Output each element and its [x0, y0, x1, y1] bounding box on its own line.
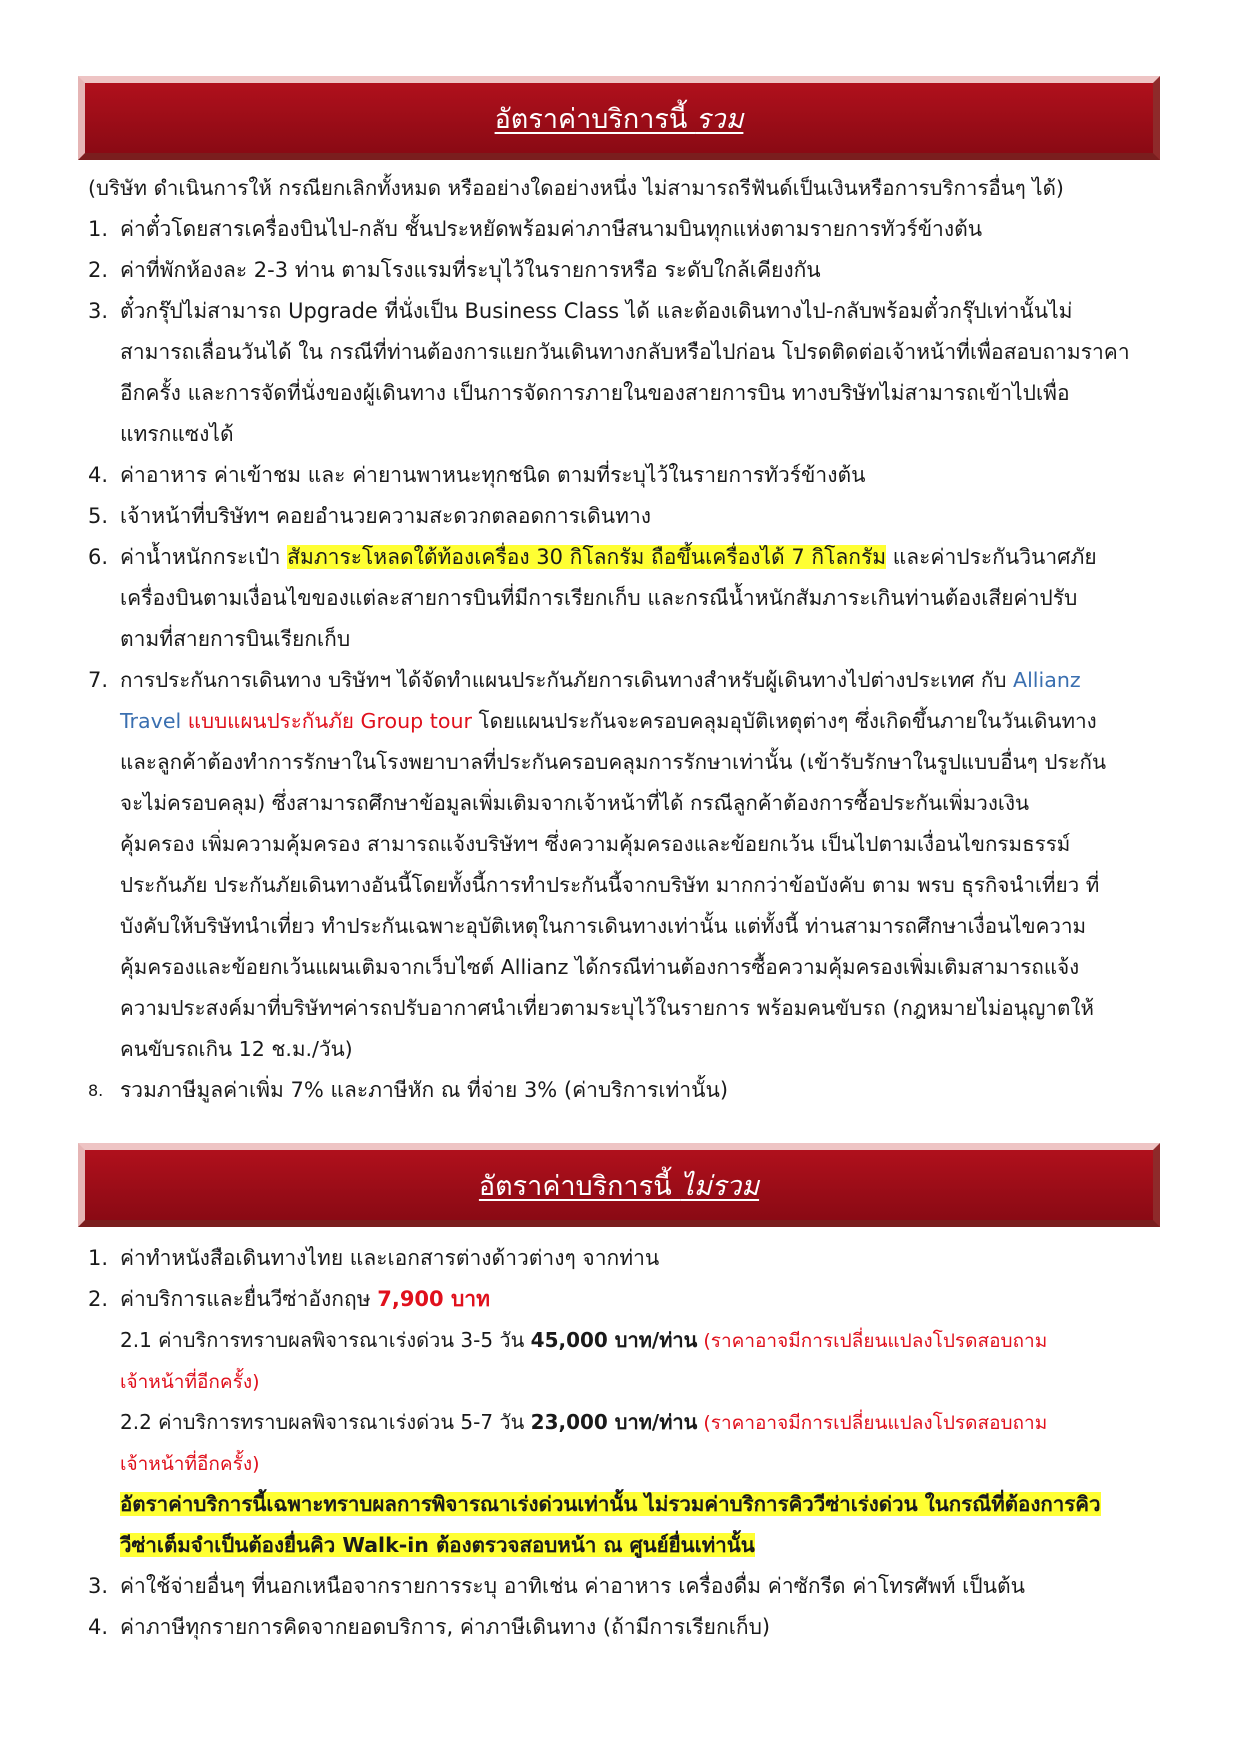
- item6-post: และค่าประกันวินาศภัย: [886, 545, 1097, 569]
- item7-line: บังคับให้บริษัทนำเที่ยว ทำประกันเฉพาะอุบัติเหตุในการเดินทางเท่านั้น แต่ทั้งนี้ ท่านสามารถศึกษาเงื่อนไขความ: [120, 914, 1087, 938]
- visa-notice: อัตราค่าบริการนี้เฉพาะทราบผลการพิจารณาเร่งด่วนเท่านั้น ไม่รวมค่าบริการคิววีซ่าเร่งด่วน ในกรณีที่ต้องการคิว: [120, 1492, 1101, 1516]
- item-number: 3.: [88, 299, 109, 323]
- item6-line: ตามที่สายการบินเรียกเก็บ: [120, 627, 351, 651]
- excluded-section: [88, 1238, 1173, 1648]
- included-item-5: [88, 496, 1173, 537]
- item-number: 4.: [88, 1615, 109, 1639]
- excluded-title: [479, 1164, 759, 1207]
- list-item-line: สามารถเลื่อนวันได้ ใน กรณีที่ท่านต้องการแยกวันเดินทางกลับหรือไปก่อน โปรดติดต่อเจ้าหน้าที่เพื่อสอบถามราคา: [120, 340, 1130, 364]
- item7-travel: Travel: [120, 709, 182, 733]
- list-item-line: เจ้าหน้าที่บริษัทฯ คอยอำนวยความสะดวกตลอดการเดินทาง: [120, 504, 652, 528]
- item-number: 5.: [88, 504, 109, 528]
- visa-notice-cont: วีซ่าเต็มจำเป็นต้องยื่นคิว Walk-in ต้องตรวจสอบหน้า ณ ศูนย์ยื่นเท่านั้น: [120, 1533, 755, 1557]
- included-item-8: [88, 1070, 1173, 1111]
- excluded-item4-text: ค่าภาษีทุกรายการคิดจากยอดบริการ, ค่าภาษีเดินทาง (ถ้ามีการเรียกเก็บ): [120, 1615, 771, 1639]
- excluded-item-2: [88, 1279, 1173, 1566]
- included-item-7: [88, 660, 1173, 1070]
- item-number: 4.: [88, 463, 109, 487]
- list-item-line: ตั๋วกรุ๊ปไม่สามารถ Upgrade ที่นั่งเป็น Business Class ได้ และต้องเดินทางไป-กลับพร้อมตั๋วกรุ๊ปเท่านั้นไม่: [120, 299, 1073, 323]
- item-number: 7.: [88, 668, 109, 692]
- item7-line: จะไม่ครอบคลุม) ซึ่งสามารถศึกษาข้อมูลเพิ่มเติมจากเจ้าหน้าที่ได้ กรณีลูกค้าต้องการซื้อประกันเพิ่มวงเงิน: [120, 791, 1030, 815]
- sub1-note-cont: เจ้าหน้าที่อีกครั้ง): [120, 1371, 260, 1393]
- item-number: 8.: [88, 1081, 104, 1100]
- included-section: [88, 168, 1173, 1111]
- list-item-line: แทรกแซงได้: [120, 422, 234, 446]
- sub1-pre: 2.1 ค่าบริการทราบผลพิจารณาเร่งด่วน 3-5 วัน: [120, 1328, 531, 1352]
- item7-line: ความประสงค์มาที่บริษัทฯค่ารถปรับอากาศนำเที่ยวตามระบุไว้ในรายการ พร้อมคนขับรถ (กฎหมายไม่อนุญาตให้: [120, 996, 1094, 1020]
- item-number: 1.: [88, 1246, 109, 1270]
- item7-allianz: Allianz: [1012, 668, 1081, 692]
- excluded-item-3: [88, 1566, 1173, 1607]
- included-item-4: [88, 455, 1173, 496]
- excluded-item2-pre: ค่าบริการและยื่นวีซ่าอังกฤษ: [120, 1287, 378, 1311]
- item7-second-post: โดยแผนประกันจะครอบคลุมอุบัติเหตุต่างๆ ซึ่งเกิดขึ้นภายในวันเดินทาง: [471, 709, 1097, 733]
- item-number: 2.: [88, 258, 109, 282]
- item7-line: คุ้มครอง เพิ่มความคุ้มครอง สามารถแจ้งบริษัทฯ ซึ่งความคุ้มครองและข้อยกเว้น เป็นไปตามเงื่อนไขกรมธรรม์: [120, 832, 1071, 856]
- item6-highlight: สัมภาระโหลดใต้ท้องเครื่อง 30 กิโลกรัม ถือขึ้นเครื่องได้ 7 กิโลกรัม: [287, 545, 887, 569]
- included-title-em: รวม: [695, 103, 744, 135]
- visa-price: 7,900 บาท: [377, 1287, 490, 1311]
- item8-text: รวมภาษีมูลค่าเพิ่ม 7% และภาษีหัก ณ ที่จ่าย 3% (ค่าบริการเท่านั้น): [120, 1078, 729, 1102]
- included-item-2: [88, 250, 1173, 291]
- list-item-line: ค่าตั๋วโดยสารเครื่องบินไป-กลับ ชั้นประหยัดพร้อมค่าภาษีสนามบินทุกแห่งตามรายการทัวร์ข้างต้น: [120, 217, 983, 241]
- excluded-title-em: ไม่รวม: [680, 1170, 760, 1202]
- item7-line: และลูกค้าต้องทำการรักษาในโรงพยาบาลที่ประกันครอบคลุมการรักษาเท่านั้น (เข้ารับรักษาในรูปแบบอื่นๆ ประกัน: [120, 750, 1107, 774]
- item-number: 1.: [88, 217, 109, 241]
- excluded-item-1: [88, 1238, 1173, 1279]
- sub2-note-cont: เจ้าหน้าที่อีกครั้ง): [120, 1453, 260, 1475]
- included-item-1: [88, 209, 1173, 250]
- included-item-3: [88, 291, 1173, 455]
- sub2-note: (ราคาอาจมีการเปลี่ยนแปลงโปรดสอบถาม: [697, 1412, 1048, 1434]
- included-list: [88, 209, 1173, 537]
- excluded-banner: [78, 1143, 1160, 1227]
- item6-pre: ค่าน้ำหนักกระเป๋า: [120, 545, 288, 569]
- sub1-price: 45,000 บาท/ท่าน: [530, 1328, 698, 1352]
- included-title: [495, 97, 744, 140]
- list-item-line: อีกครั้ง และการจัดที่นั่งของผู้เดินทาง เป็นการจัดการภายในของสายการบิน ทางบริษัทไม่สามารถเข้าไปเพื่อ: [120, 381, 1070, 405]
- excluded-item3-text: ค่าใช้จ่ายอื่นๆ ที่นอกเหนือจากรายการระบุ อาทิเช่น ค่าอาหาร เครื่องดื่ม ค่าซักรีด ค่าโทรศัพท์ เป็นต้น: [120, 1574, 1025, 1598]
- included-title-main: อัตราค่าบริการนี้: [494, 103, 696, 135]
- included-item-6: [88, 537, 1173, 660]
- sub1-note: (ราคาอาจมีการเปลี่ยนแปลงโปรดสอบถาม: [697, 1330, 1048, 1352]
- list-item-line: ค่าที่พักห้องละ 2-3 ท่าน ตามโรงแรมที่ระบุไว้ในรายการหรือ ระดับใกล้เคียงกัน: [120, 258, 821, 282]
- item6-line: เครื่องบินตามเงื่อนไขของแต่ละสายการบินที่มีการเรียกเก็บ และกรณีน้ำหนักสัมภาระเกินท่านต้องเสียค่าปรับ: [120, 586, 1078, 610]
- item7-lines: [120, 742, 1173, 1070]
- included-intro: (บริษัท ดำเนินการให้ กรณียกเลิกทั้งหมด หรืออย่างใดอย่างหนึ่ง ไม่สามารถรีฟันด์เป็นเงินหรือการบริการอื่นๆ ได้): [88, 176, 1064, 200]
- item7-plan: แบบแผนประกันภัย Group tour: [181, 709, 472, 733]
- item7-line: ประกันภัย ประกันภัยเดินทางอันนี้โดยทั้งนี้การทำประกันนี้จากบริษัท มากกว่าข้อบังคับ ตาม พรบ ธุรกิจนำเที่ยว ที่: [120, 873, 1100, 897]
- included-banner: [78, 76, 1160, 160]
- item-number: 3.: [88, 1574, 109, 1598]
- item-number: 6.: [88, 545, 109, 569]
- item7-line: คนขับรถเกิน 12 ช.ม./วัน): [120, 1037, 353, 1061]
- item-number: 2.: [88, 1287, 109, 1311]
- list-item-line: ค่าอาหาร ค่าเข้าชม และ ค่ายานพาหนะทุกชนิด ตามที่ระบุไว้ในรายการทัวร์ข้างต้น: [120, 463, 866, 487]
- excluded-item1-text: ค่าทำหนังสือเดินทางไทย และเอกสารต่างด้าวต่างๆ จากท่าน: [120, 1246, 660, 1270]
- item7-first-pre: การประกันการเดินทาง บริษัทฯ ได้จัดทำแผนประกันภัยการเดินทางสำหรับผู้เดินทางไปต่างประเทศ กับ: [120, 668, 1013, 692]
- sub2-price: 23,000 บาท/ท่าน: [530, 1410, 698, 1434]
- item7-line: คุ้มครองและข้อยกเว้นแผนเติมจากเว็บไซต์ Allianz ได้กรณีท่านต้องการซื้อความคุ้มครองเพิ่มเติมสามารถแจ้ง: [120, 955, 1080, 979]
- excluded-item-4: [88, 1607, 1173, 1648]
- sub2-pre: 2.2 ค่าบริการทราบผลพิจารณาเร่งด่วน 5-7 วัน: [120, 1410, 531, 1434]
- excluded-title-main: อัตราค่าบริการนี้: [478, 1170, 681, 1202]
